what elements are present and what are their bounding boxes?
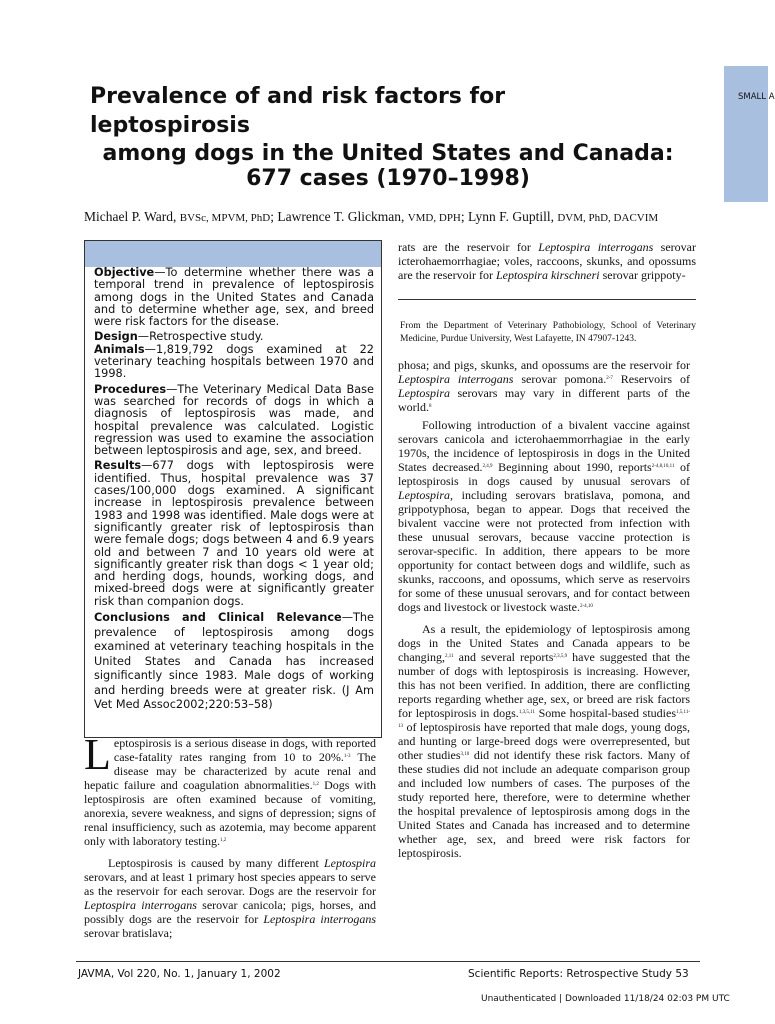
text-span: did not identify these risk factors. Many of these studies did not include an adequate comparison group and included low numbers of cases. The purposes of the study reported here, therefore, were to determine whether the hospital prevalence of leptospirosis among dogs in the United States and Canada has increased and to determine whether age, sex, and breed were risk factors for leptospirosis. xyxy=(398,748,690,860)
author-1-name: Michael P. Ward, xyxy=(84,209,180,224)
text-span: Following introduction of a bivalent vaccine against serovars canicola and icterohaemmorrhagiae in the early 1970s, the incidence of leptospirosis in dogs in the United States decreased. xyxy=(398,418,690,474)
reference-marker: 3,10 xyxy=(460,752,470,757)
abstract-procedures xyxy=(94,384,374,458)
reference-marker: 1-3 xyxy=(343,754,351,759)
body-paragraph-4 xyxy=(398,418,690,614)
species-name: Leptospira kirschneri xyxy=(495,268,600,282)
animals-text: —1,819,792 dogs examined at 22 veterinary teaching hospitals between 1970 and 1998. xyxy=(94,342,374,381)
text-span: Dogs with leptospirosis are often examined because of vomiting, anorexia, severe weakness, and signs of depression; signs of renal insufficiency, such as azotemia, may become apparent only with laboratory testing. xyxy=(84,778,376,848)
design-heading: Design xyxy=(94,330,138,344)
reference-marker: 1,3,5,11 xyxy=(518,710,535,715)
text-span: serovar pomona. xyxy=(513,372,607,386)
reference-marker: 2-4,10 xyxy=(579,604,593,609)
section-and-page-number: Scientific Reports: Retrospective Study 53 xyxy=(468,968,689,980)
species-name: Leptospira xyxy=(398,488,451,502)
conclusions-text: —The prevalence of leptospirosis among dogs examined at veterinary teaching hospitals in the United States and Canada has increased significantly since 1983. Male dogs of working and herding breeds were at greater risk. (J Am Vet Med Assoc2002;220:53–58) xyxy=(94,611,374,712)
body-paragraph-3 xyxy=(398,358,690,414)
design-text: —Retrospective study. xyxy=(137,330,264,344)
text-span: serovar grippoty- xyxy=(599,268,686,282)
section-tab-label: SMALL A xyxy=(738,92,775,102)
reference-marker: 1,2 xyxy=(312,782,319,787)
text-span: serovar bratislava; xyxy=(84,926,173,940)
abstract-objective xyxy=(94,267,374,328)
reference-marker: 2,4,9 xyxy=(482,464,493,469)
text-span: serovar canicola; pigs, horses, and possibly dogs are the reservoir for xyxy=(84,898,376,926)
animals-heading: Animals xyxy=(94,342,145,356)
species-name: Leptospira xyxy=(398,386,451,400)
author-3-degrees: DVM, PhD, DACVIM xyxy=(557,212,659,224)
author-3-name: ; Lynn F. Guptill, xyxy=(460,209,558,224)
body-column-right-top xyxy=(398,240,696,282)
text-span: eptospirosis is a serious disease in dogs, with reported case-fatality rates ranging from 10 to 20%. xyxy=(113,736,376,764)
author-list xyxy=(84,209,684,226)
reference-marker: 1,5,11-13 xyxy=(398,710,691,729)
body-paragraph-continued xyxy=(398,240,696,282)
body-column-right xyxy=(398,358,690,860)
author-1-degrees: BVSc, MPVM, PhD xyxy=(179,212,271,224)
footer-divider xyxy=(76,961,700,962)
reference-marker: 2,3,5,9 xyxy=(553,654,568,659)
author-2-name: ; Lawrence T. Glickman, xyxy=(270,209,408,224)
species-name: Leptospira xyxy=(323,856,376,870)
text-span: rats are the reservoir for xyxy=(398,240,539,254)
abstract-text xyxy=(94,267,374,716)
text-span: Leptospirosis is caused by many different xyxy=(108,856,324,870)
reference-marker: 1,2 xyxy=(219,838,227,843)
section-tab xyxy=(724,66,775,202)
body-paragraph-5 xyxy=(398,622,690,860)
text-span: Beginning about 1990, reports xyxy=(492,460,652,474)
abstract-results xyxy=(94,460,374,608)
abstract-animals xyxy=(94,344,374,381)
text-span: As a result, the epidemiology of leptospirosis among dogs in the United States and Canada appears to be changing, xyxy=(398,622,690,664)
text-span: Some hospital-based studies xyxy=(534,706,677,720)
results-text: —677 dogs with leptospirosis were identified. Thus, hospital prevalence was 37 cases/100,000 dogs examined. A significant increase in leptospirosis prevalence between 1983 and 1998 was identified. Male dogs were at significantly greater risk of leptospirosis than were female dogs; dogs between 4 and 6.9 years old and between 7 and 10 years old were at significantly greater risk than dogs < 1 year old; and herding dogs, hounds, working dogs, and mixed-breed dogs were at significantly greater risk than companion dogs. xyxy=(94,459,374,608)
reference-marker: 2-7 xyxy=(606,376,613,381)
procedures-heading: Procedures xyxy=(94,382,167,396)
journal-citation: JAVMA, Vol 220, No. 1, January 1, 2002 xyxy=(78,968,281,980)
article-title-line1: Prevalence of and risk factors for leptospirosis xyxy=(90,84,506,138)
text-span: of leptospirosis have reported that male dogs, young dogs, and hunting or large-breed dogs were overrepresented, but other studies xyxy=(398,720,690,762)
reference-marker: 2,11 xyxy=(445,654,454,659)
species-name: Leptospira interrogans xyxy=(538,240,654,254)
abstract-header-band xyxy=(85,241,381,267)
abstract-box xyxy=(84,240,382,738)
footnote-divider xyxy=(398,299,696,300)
article-title-line2: among dogs in the United States and Canada: 677 cases (1970–1998) xyxy=(102,141,674,191)
text-span: serovars, and at least 1 primary host species appears to serve as the reservoir for each serovar. Dogs are the reservoir for xyxy=(84,870,376,898)
body-paragraph-1 xyxy=(84,730,376,848)
text-span: The disease may be characterized by acute renal and hepatic failure and coagulation abnormalities. xyxy=(84,750,376,792)
text-span: have suggested that the number of dogs with leptospirosis is increasing. However, this has not been verified. In addition, there are conflicting reports regarding whether age, sex, or breed are risk factors for leptospirosis in dogs. xyxy=(398,650,690,720)
text-span: , including serovars bratislava, pomona, and grippotyphosa, began to appear. Dogs that received the bivalent vaccine were not protected from infection with these unusual serovars, because vaccine protection is serovar-specific. In addition, there appears to be more opportunity for contact between dogs and wildlife, such as skunks, raccoons, and opossums, which serve as reservoirs for some of these unusual serovars, and for contact between dogs and livestock or livestock waste. xyxy=(398,488,690,614)
body-paragraph-2 xyxy=(84,856,376,940)
text-span: serovar icterohaemorrhagiae; voles, raccoons, skunks, and opossums are the reservoir for xyxy=(398,240,696,282)
procedures-text: —The Veterinary Medical Data Base was searched for records of dogs in which a diagnosis of leptospirosis was made, and hospital prevalence was calculated. Logistic regression was used to examine the association between leptospirosis and age, sex, and breed. xyxy=(94,382,374,458)
author-2-degrees: VMD, DPH xyxy=(407,212,461,224)
reference-marker: 8 xyxy=(429,404,432,409)
text-span: serovars may vary in different parts of the world. xyxy=(398,386,690,414)
text-span: Reservoirs of xyxy=(612,372,690,386)
objective-text: —To determine whether there was a temporal trend in prevalence of leptospirosis among dogs in the United States and Canada and to determine whether age, sex, and breed were risk factors for the disease. xyxy=(94,266,374,329)
species-name: Leptospira interrogans xyxy=(84,898,197,912)
species-name: Leptospira interrogans xyxy=(398,372,514,386)
download-stamp: Unauthenticated | Downloaded 11/18/24 02:03 PM UTC xyxy=(481,994,730,1004)
results-heading: Results xyxy=(94,459,142,473)
affiliation-footnote: From the Department of Veterinary Pathobiology, School of Veterinary Medicine, Purdue University, West Lafayette, IN 47907-1243. xyxy=(400,321,696,344)
objective-heading: Objective xyxy=(94,266,155,279)
text-span: phosa; and pigs, skunks, and opossums are the reservoir for xyxy=(398,358,690,372)
species-name: Leptospira interrogans xyxy=(263,912,376,926)
abstract-conclusions xyxy=(94,611,374,713)
text-span: and several reports xyxy=(453,650,554,664)
conclusions-heading: Conclusions and Clinical Relevance xyxy=(94,611,342,625)
drop-cap: L xyxy=(84,730,111,779)
body-column-left xyxy=(84,730,376,940)
text-span: of leptospirosis in dogs caused by unusual serovars of xyxy=(398,460,691,488)
reference-marker: 2-4,8,10,11 xyxy=(651,464,675,469)
